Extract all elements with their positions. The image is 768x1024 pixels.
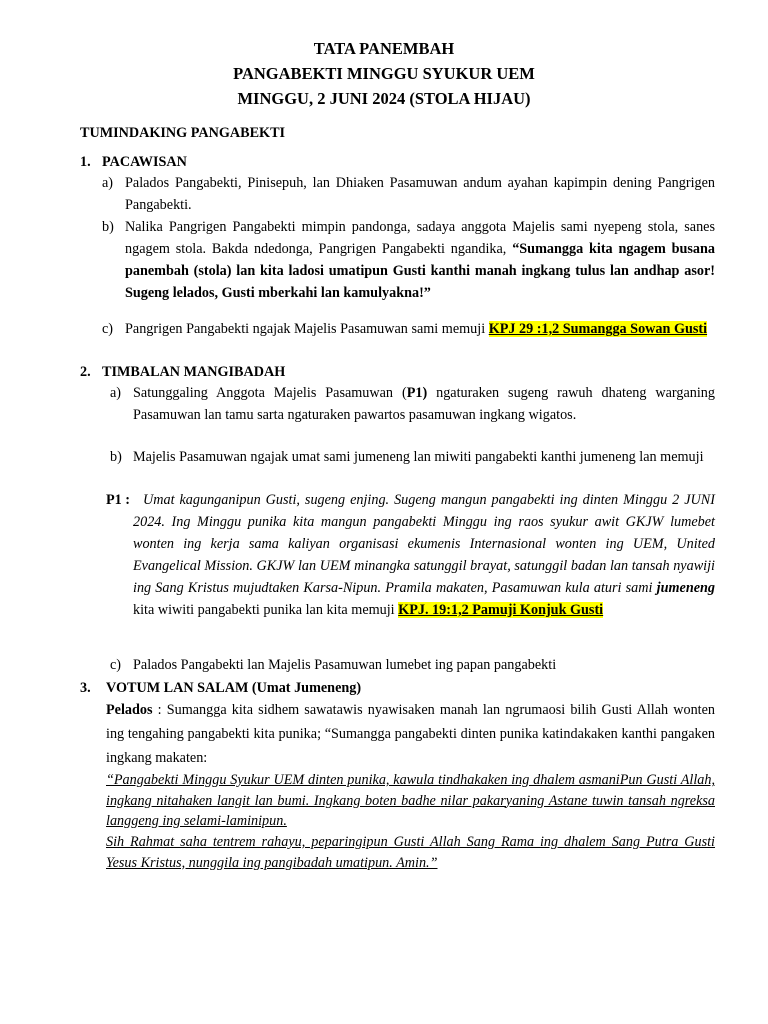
item-1b-label: b) — [102, 219, 114, 235]
item-1b-body: Nalika Pangrigen Pangabekti mimpin pandonga, sadaya anggota Majelis sami nyepeng stola, sanes ngagem stola. Bakda ndedonga, Pangrigen Pangabekti ngandika, — [125, 219, 715, 257]
item-1b-quote: “Sumangga kita ngagem busana panembah (stola) lan kita ladosi umatipun Gusti kanthi manah ingkang tulus lan andhap asor! Sugeng lelados, Gusti mberkahi lan kamulyakna!” — [125, 241, 715, 301]
salam-text: Sih Rahmat saha tentrem rahayu, peparingipun Gusti Allah Sang Rama ing dhalem Sang Putra Gusti Yesus Kristus, nunggila ing pangibadah umatipun. Amin.” — [106, 834, 715, 871]
doc-title-line-2: PANGABEKTI MINGGU SYUKUR UEM — [233, 64, 535, 83]
p1-speech-body: Umat kagunganipun Gusti, sugeng enjing. Sugeng mangun pangabekti ing dinten Minggu 2 JUNI 2024. Ing Minggu punika kita mangun pangabekti Minggu ing raos syukur awit GKJW lumebet wonten ing kerja sama kaliyan organisasi ekumenis Internasional wonten ing UEM, United Evangelical Mission. GKJW lan UEM minangka satunggil brayat, satunggil badan lan tansah nyawiji ing Sang Kristus mujudtaken Karsa-Nipun. Pramila makaten, Pasamuwan kula aturi sami — [133, 492, 715, 596]
item-2c-label: c) — [110, 657, 122, 673]
item-1c-text — [125, 318, 715, 340]
item-1a-text: Palados Pangabekti, Pinisepuh, lan Dhiaken Pasamuwan andum ayahan kapimpin dening Pangrigen Pangabekti. — [125, 175, 715, 213]
section-1-number: 1. — [80, 154, 91, 170]
item-2a-text — [133, 382, 715, 426]
hymn-kpj-29: KPJ 29 :1,2 Sumangga Sowan Gusti — [488, 321, 708, 337]
item-1b-text — [125, 216, 715, 304]
pelados-text: : Sumangga kita sidhem sawatawis nyawisaken manah lan ngrumaosi bilih Gusti Allah wonten ing tengahing pangabekti kita punika; “Sumangga pangabekti dinten punika katindakaken kanthi pangaken ingkang makaten: — [106, 702, 715, 766]
section-2-number: 2. — [80, 364, 91, 380]
item-2a-p1: P1) — [406, 385, 428, 401]
item-2a-label: a) — [110, 385, 122, 401]
item-1a-label: a) — [102, 175, 114, 191]
votum-text: “Pangabekti Minggu Syukur UEM dinten punika, kawula tindhakaken ing dhalem asmaniPun Gusti Allah, ingkang nitahaken langit lan bumi. Ingkang boten badhe nilar pakaryaning Astane tuwin tansah ngreksa langgeng ing selami-laminipun. — [106, 772, 715, 829]
hymn-kpj-19: KPJ. 19:1,2 Pamuji Konjuk Gusti — [398, 602, 604, 618]
p1-speech-body-2: kita wiwiti pangabekti punika lan kita memuji — [133, 602, 395, 618]
section-3-number: 3. — [80, 680, 91, 696]
section-2-title: TIMBALAN MANGIBADAH — [102, 364, 286, 380]
item-2b-text: Majelis Pasamuwan ngajak umat sami jumeneng lan miwiti pangabekti kanthi jumeneng lan memuji — [133, 449, 704, 465]
section-3-title: VOTUM LAN SALAM (Umat Jumeneng) — [106, 680, 362, 696]
doc-title-line-3: MINGGU, 2 JUNI 2024 (STOLA HIJAU) — [237, 89, 531, 108]
doc-title-line-1: TATA PANEMBAH — [313, 39, 455, 58]
item-2b-label: b) — [110, 449, 122, 465]
p1-speech-bold: jumeneng — [656, 580, 715, 596]
p1-speech — [133, 489, 715, 621]
section-1-title: PACAWISAN — [102, 154, 187, 170]
pelados-label: Pelados — [106, 702, 153, 718]
item-1c-label: c) — [102, 321, 114, 337]
item-2c-text: Palados Pangabekti lan Majelis Pasamuwan lumebet ing papan pangabekti — [133, 657, 557, 673]
intro-heading: TUMINDAKING PANGABEKTI — [80, 125, 286, 141]
item-2a-body-1: Satunggaling Anggota Majelis Pasamuwan ( — [133, 385, 407, 401]
pelados-paragraph — [106, 698, 715, 770]
item-1c-body: Pangrigen Pangabekti ngajak Majelis Pasamuwan sami memuji — [125, 321, 486, 337]
p1-label: P1 : — [106, 492, 131, 508]
item-2a-body-2: ngaturaken sugeng rawuh dhateng warganing Pasamuwan lan tamu sarta ngaturaken pawartos pasamuwan ingkang wigatos. — [133, 385, 715, 423]
